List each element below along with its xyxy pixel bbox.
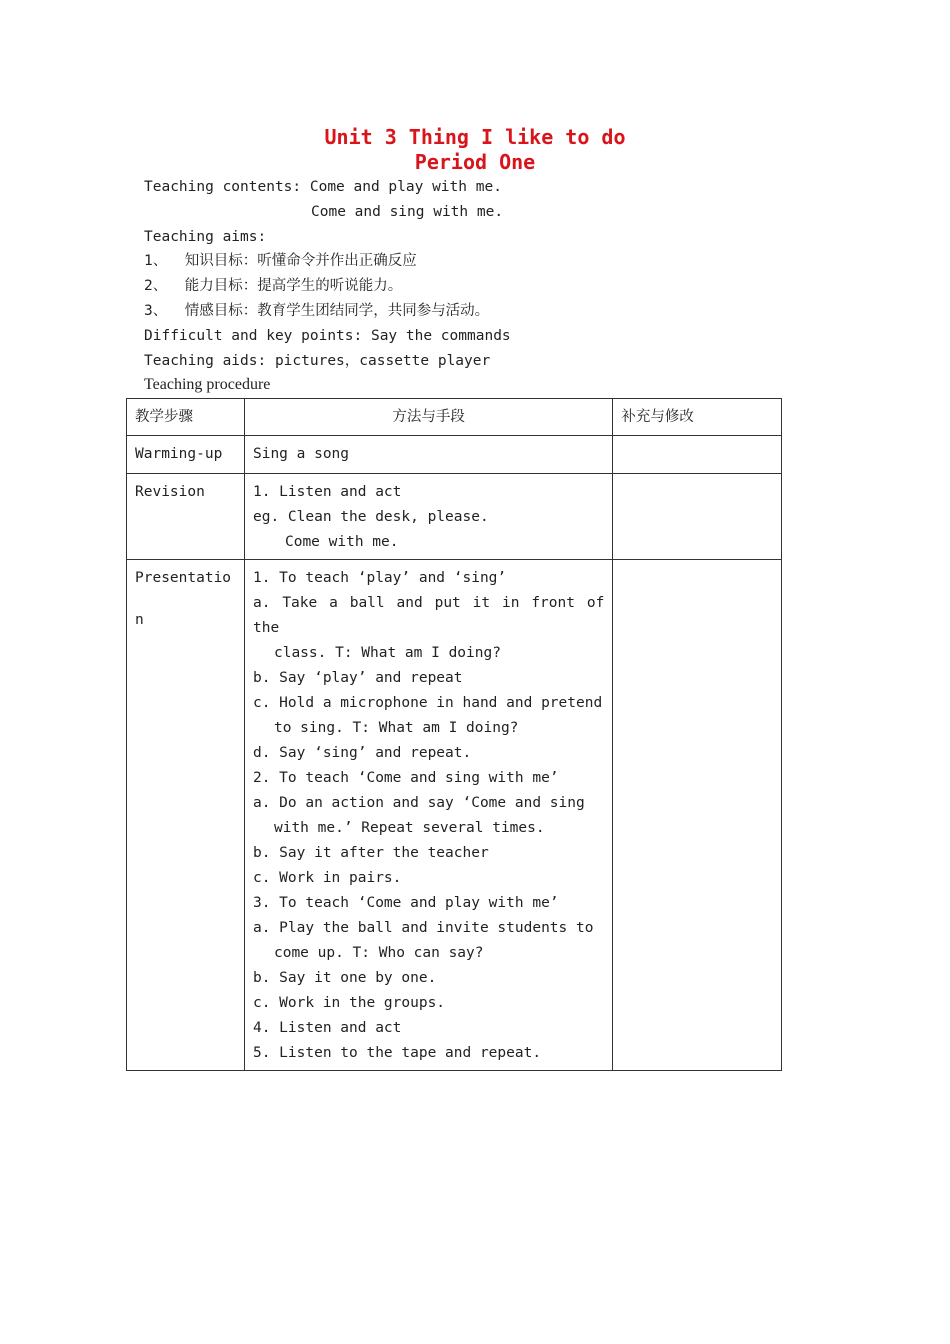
revision-line: 1. Listen and act	[252, 484, 402, 500]
notes-cell	[613, 436, 782, 474]
method-warming: Sing a song	[244, 436, 612, 474]
header-methods: 方法与手段	[244, 399, 612, 436]
presentation-line: 4. Listen and act	[252, 1020, 402, 1036]
table-header-row	[127, 399, 782, 436]
presentation-line: c. Work in the groups.	[252, 995, 446, 1011]
teaching-contents: Teaching contents: Come and play with me.	[144, 179, 502, 195]
revision-line: eg. Clean the desk, please.	[252, 509, 489, 525]
document-subtitle: Period One	[414, 150, 536, 174]
presentation-line: with me.’ Repeat several times.	[273, 820, 545, 836]
teaching-procedure-label: Teaching procedure	[144, 376, 271, 393]
header-notes: 补充与修改	[613, 399, 782, 436]
teaching-aids: Teaching aids: pictures，cassette player	[144, 353, 491, 369]
teaching-aims-label: Teaching aims:	[144, 229, 267, 245]
presentation-line: b. Say it one by one.	[252, 970, 437, 986]
step-warming: Warming-up	[127, 436, 245, 474]
presentation-line: d. Say ‘sing’ and repeat.	[252, 745, 472, 761]
presentation-line: a. Do an action and say ‘Come and sing	[252, 795, 585, 811]
presentation-line: a. Play the ball and invite students to	[252, 920, 594, 936]
presentation-line: b. Say ‘play’ and repeat	[252, 670, 463, 686]
presentation-line: c. Work in pairs.	[252, 870, 402, 886]
notes-cell	[613, 560, 782, 1071]
aim-2: 2、 能力目标：提高学生的听说能力。	[144, 278, 403, 294]
presentation-line: 1. To teach ‘play’ and ‘sing’	[252, 570, 507, 586]
presentation-line: 5. Listen to the tape and repeat.	[252, 1045, 542, 1061]
aim-3: 3、 情感目标：教育学生团结同学，共同参与活动。	[144, 303, 490, 319]
step-presentation	[127, 560, 245, 1071]
presentation-line: 2. To teach ‘Come and sing with me’	[252, 770, 559, 786]
step-presentation-line: Presentatio	[135, 570, 232, 586]
method-presentation	[244, 560, 612, 1071]
procedure-table	[126, 398, 782, 1071]
header-steps: 教学步骤	[127, 399, 245, 436]
document-title: Unit 3 Thing I like to do	[324, 125, 626, 149]
revision-line: Come with me.	[284, 534, 399, 550]
table-row	[127, 436, 782, 474]
presentation-line: 3. To teach ‘Come and play with me’	[252, 895, 559, 911]
step-presentation-line: n	[135, 612, 144, 628]
difficult-points: Difficult and key points: Say the commands	[144, 328, 511, 344]
table-row	[127, 474, 782, 560]
method-revision	[244, 474, 612, 560]
aim-1: 1、 知识目标：听懂命令并作出正确反应	[144, 253, 417, 269]
presentation-line: b. Say it after the teacher	[252, 845, 489, 861]
presentation-line: come up. T: Who can say?	[273, 945, 484, 961]
table-row	[127, 560, 782, 1071]
presentation-line: c. Hold a microphone in hand and pretend	[252, 695, 603, 711]
step-revision: Revision	[127, 474, 245, 560]
presentation-line: a. Take a ball and put it in front of the	[252, 595, 614, 636]
notes-cell	[613, 474, 782, 560]
presentation-line: class. T: What am I doing?	[273, 645, 501, 661]
presentation-line: to sing. T: What am I doing?	[273, 720, 519, 736]
teaching-contents-2: Come and sing with me.	[311, 204, 504, 220]
